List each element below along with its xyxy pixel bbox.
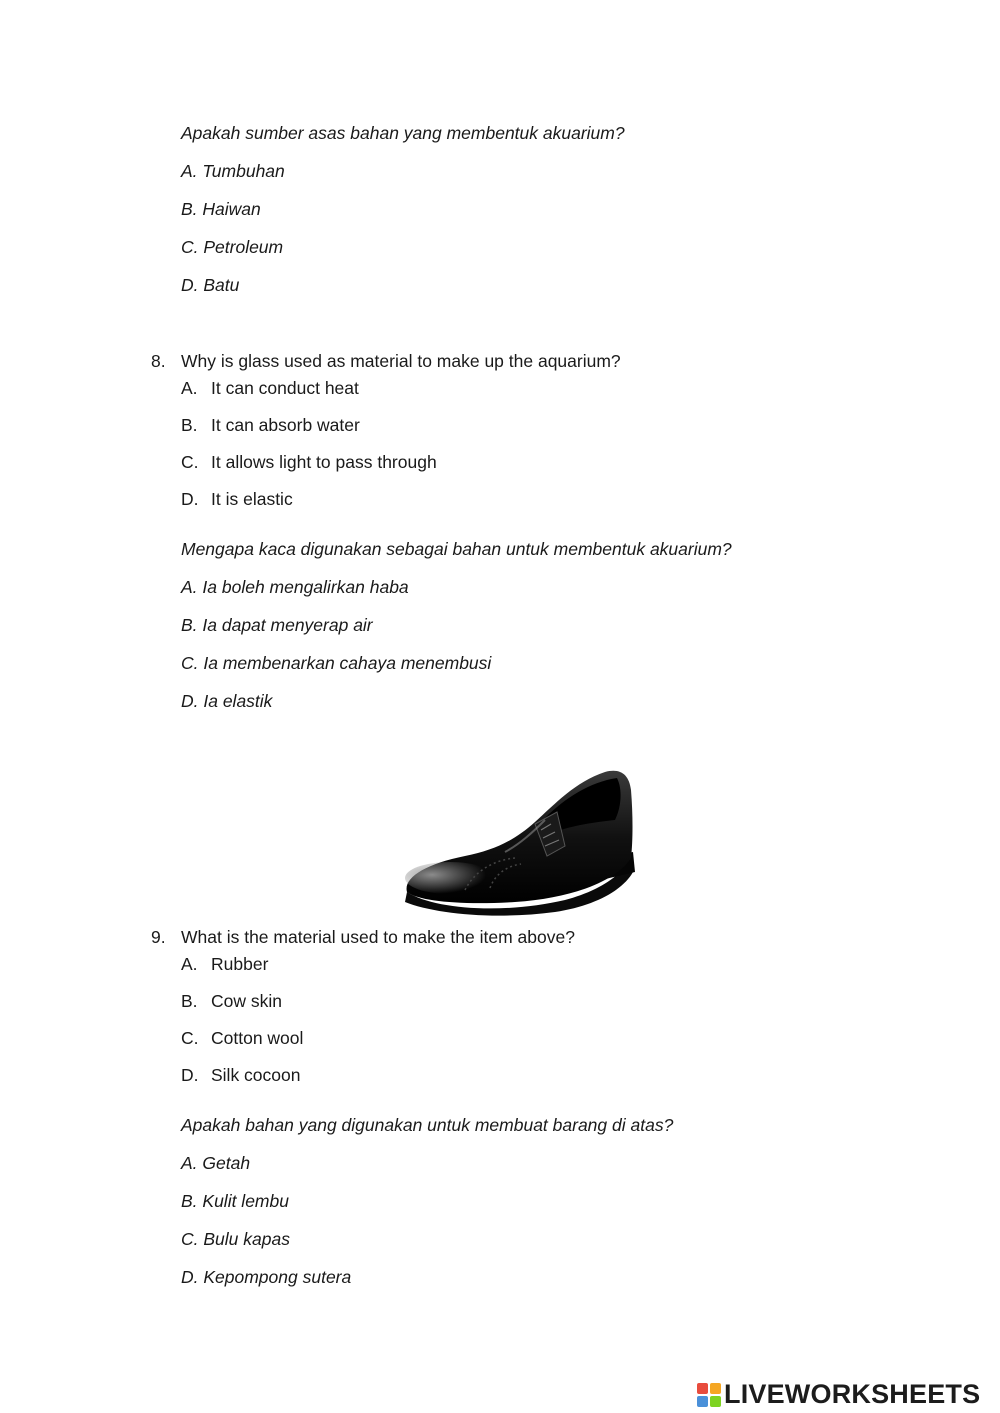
q8-malay-option-d[interactable]: D. Ia elastik [181,691,273,711]
q9-option-c[interactable]: Cotton wool [211,1028,304,1048]
q8-option-c[interactable]: It allows light to pass through [211,452,437,472]
q9-malay-option-b[interactable]: B. Kulit lembu [181,1191,289,1211]
q8-option-b[interactable]: It can absorb water [211,415,360,435]
q8-option-a[interactable]: It can conduct heat [211,378,359,398]
q9-option-d[interactable]: Silk cocoon [211,1065,301,1085]
q9-option-a[interactable]: Rubber [211,954,269,974]
q8-malay-option-a[interactable]: A. Ia boleh mengalirkan haba [181,577,409,597]
q8-option-b-letter: B. [181,415,198,435]
liveworksheets-logo[interactable] [697,1378,995,1410]
q8-malay-option-b[interactable]: B. Ia dapat menyerap air [181,615,373,635]
q9-malay-option-d[interactable]: D. Kepompong sutera [181,1267,352,1287]
q8-option-c-letter: C. [181,452,199,472]
q9-malay-option-a[interactable]: A. Getah [181,1153,251,1173]
q7-malay-question: Apakah sumber asas bahan yang membentuk akuarium? [181,123,625,143]
q8-malay-question: Mengapa kaca digunakan sebagai bahan untuk membentuk akuarium? [181,539,732,559]
q7-malay-option-c[interactable]: C. Petroleum [181,237,284,257]
q9-option-a-letter: A. [181,954,198,974]
q7-malay-option-a[interactable]: A. Tumbuhan [181,161,285,181]
q7-malay-option-d[interactable]: D. Batu [181,275,240,295]
q8-malay-option-c[interactable]: C. Ia membenarkan cahaya menembusi [181,653,492,673]
q8-option-a-letter: A. [181,378,198,398]
q9-option-d-letter: D. [181,1065,199,1085]
q8-number: 8. [151,351,166,371]
q9-malay-question: Apakah bahan yang digunakan untuk membuat barang di atas? [181,1115,674,1135]
liveworksheets-logo-text: LIVEWORKSHEETS [724,1379,981,1409]
q7-malay-option-b[interactable]: B. Haiwan [181,199,261,219]
q8-option-d[interactable]: It is elastic [211,489,293,509]
q9-option-c-letter: C. [181,1028,199,1048]
q9-number: 9. [151,927,166,947]
q9-option-b[interactable]: Cow skin [211,991,282,1011]
q8-option-d-letter: D. [181,489,199,509]
q9-malay-option-c[interactable]: C. Bulu kapas [181,1229,290,1249]
q9-option-b-letter: B. [181,991,198,1011]
liveworksheets-badge-icon [697,1383,721,1407]
q8-question: Why is glass used as material to make up the aquarium? [181,351,621,371]
shoe-image [395,760,645,922]
q9-question: What is the material used to make the item above? [181,927,575,947]
